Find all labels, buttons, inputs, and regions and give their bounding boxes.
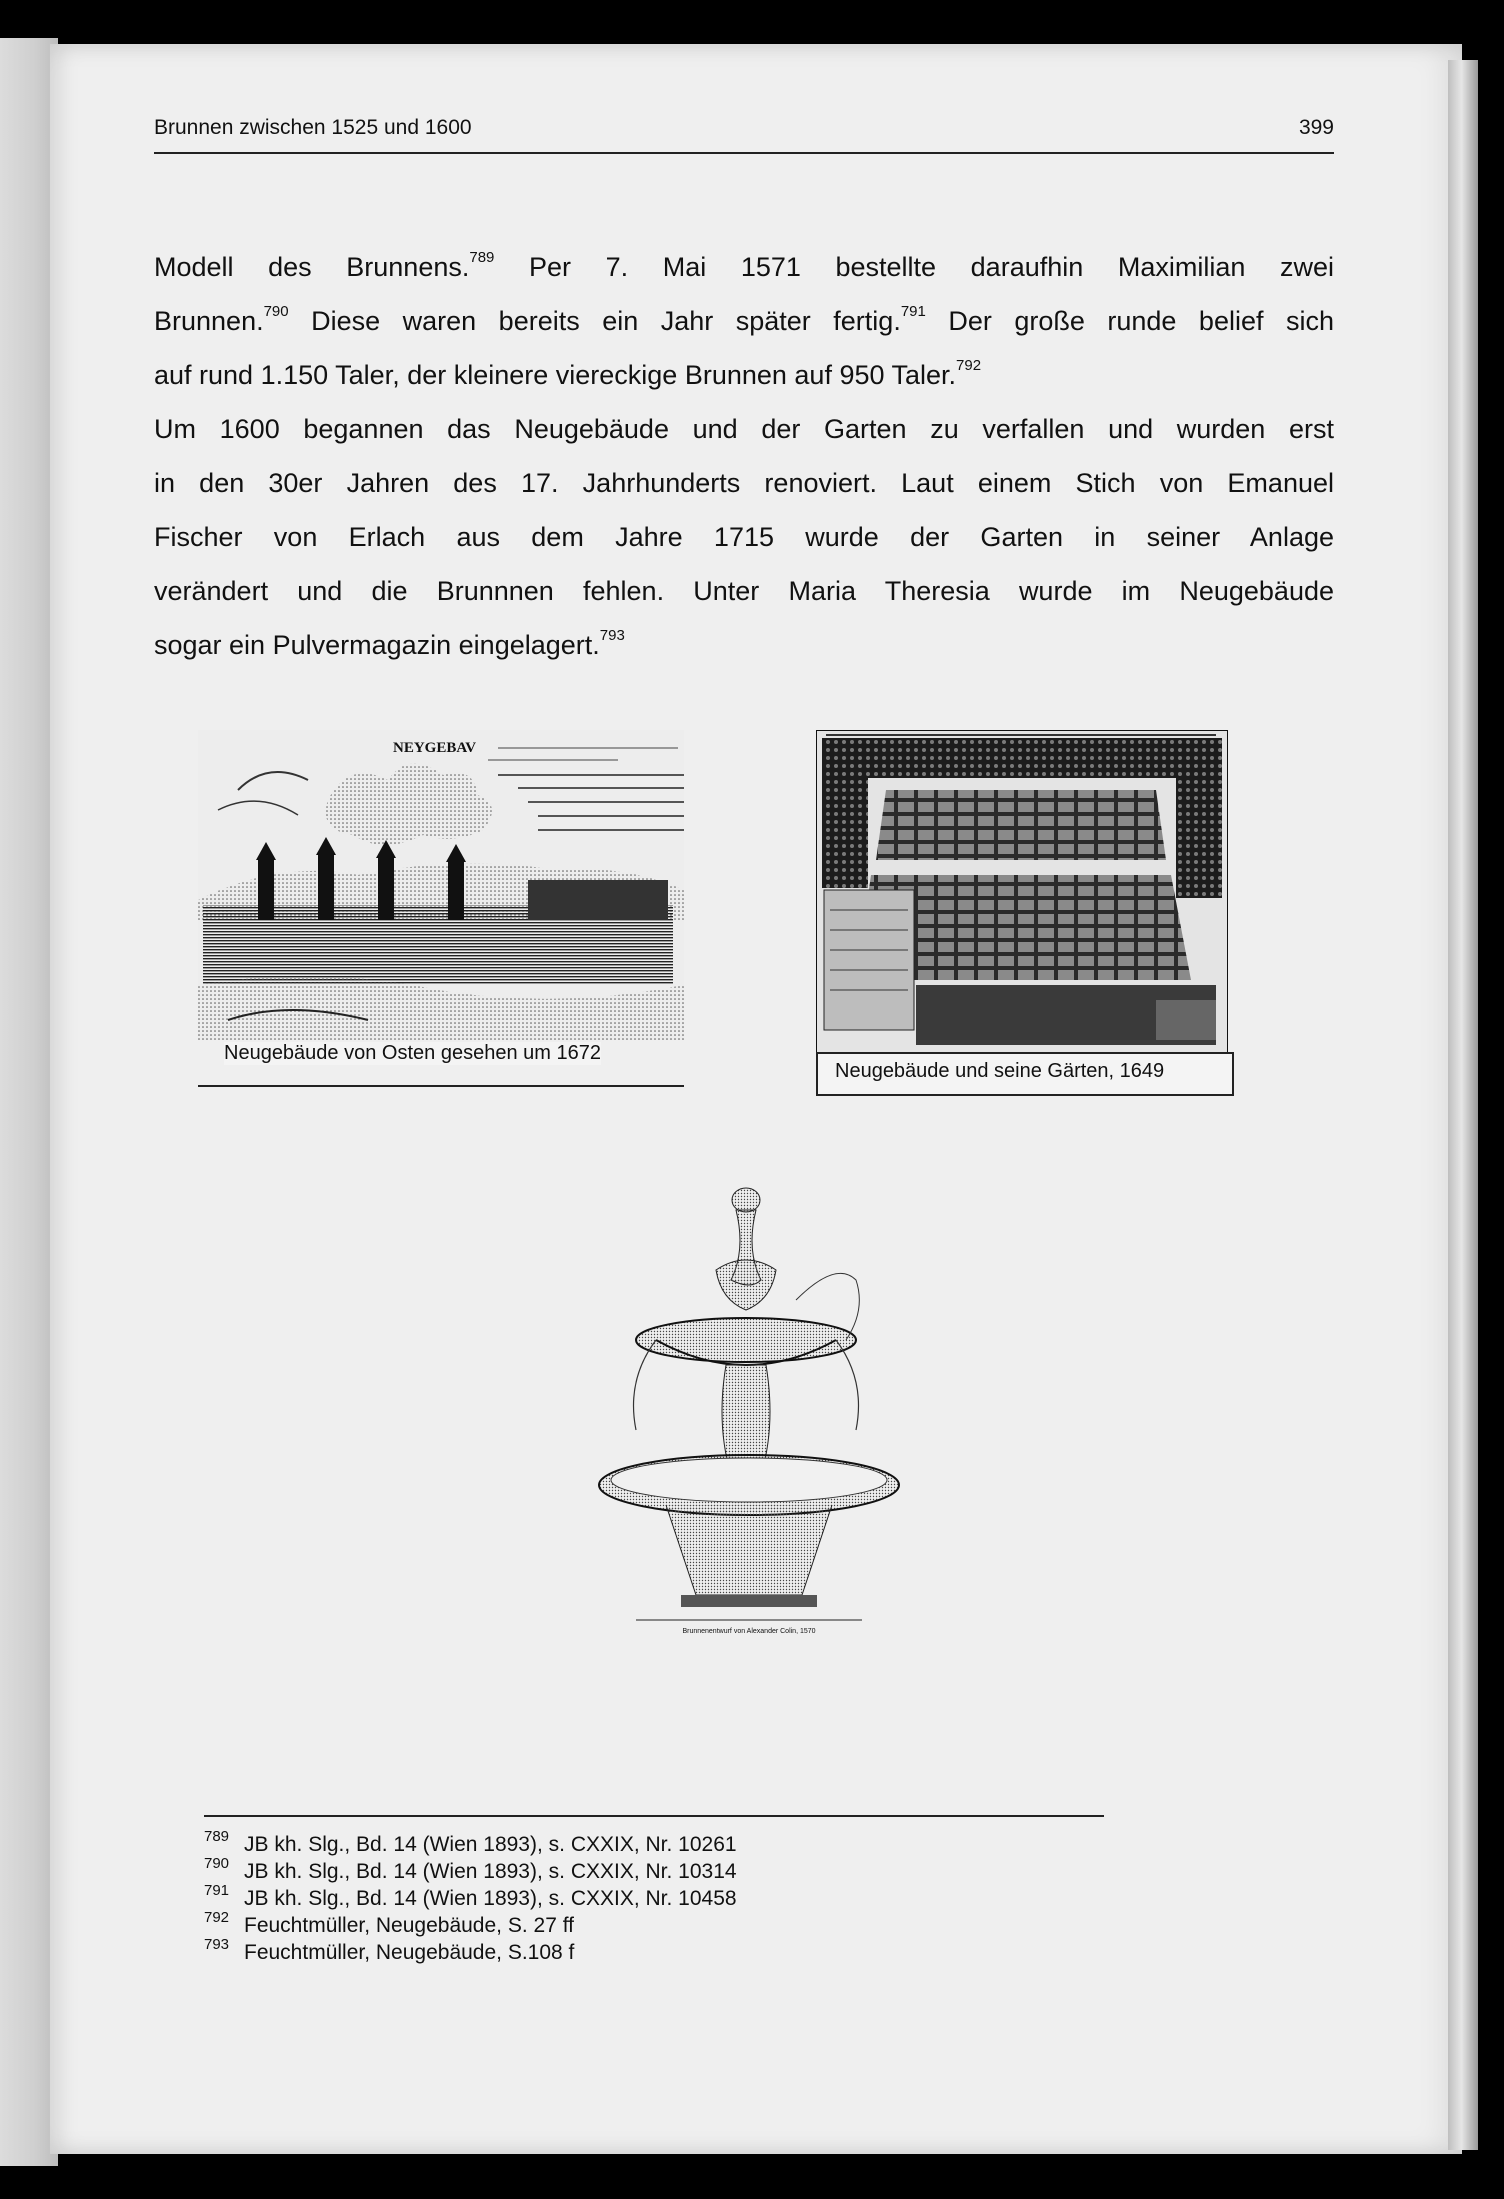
text-line: sogar ein Pulvermagazin eingelagert.$^{793}$	[154, 627, 625, 660]
footnote-789: 789 JB kh. Slg., Bd. 14 (Wien 1893), s. CXXIX, Nr. 10261	[204, 1828, 737, 1856]
text-line: Modell des Brunnens.$^{789}$ Per 7. Mai 1571 bestellte daraufhin Maximilian zwei	[154, 249, 1334, 282]
engraving-east-view	[198, 730, 684, 1064]
footnote-ref[interactable]: 792	[956, 357, 982, 374]
footnote-791: 791 JB kh. Slg., Bd. 14 (Wien 1893), s. CXXIX, Nr. 10458	[204, 1882, 737, 1910]
footnote-ref[interactable]: 793	[599, 627, 625, 644]
text-line: Brunnen.$^{790}$ Diese waren bereits ein Jahr später fertig.$^{791}$ Der große runde belief sich	[154, 303, 1334, 336]
figure-caption: Neugebäude und seine Gärten, 1649	[835, 1060, 1165, 1082]
text-line: Fischer von Erlach aus dem Jahre 1715 wurde der Garten in seiner Anlage	[154, 522, 1334, 552]
body-paragraph	[154, 240, 1334, 672]
running-header	[154, 112, 1334, 154]
text-line: auf rund 1.150 Taler, der kleinere viereckige Brunnen auf 950 Taler.$^{792}$	[154, 357, 982, 390]
gardens-illustration	[816, 730, 1228, 1060]
footnote-ref[interactable]: 791	[900, 303, 926, 320]
engraving-title: NEYGEBAV	[393, 740, 477, 756]
page-stack-edge	[1448, 60, 1478, 2150]
fountain-illustration	[596, 1180, 902, 1640]
engraving-gardens	[816, 730, 1228, 1082]
footnote-793: 793 Feuchtmüller, Neugebäude, S.108 f	[204, 1936, 575, 1964]
text-line: Um 1600 begannen das Neugebäude und der Garten zu verfallen und wurden erst	[154, 414, 1334, 444]
figure-caption: Neugebäude von Osten gesehen um 1672	[224, 1042, 601, 1064]
text-line: verändert und die Brunnnen fehlen. Unter Maria Theresia wurde im Neugebäude	[154, 576, 1334, 606]
footnotes	[204, 1815, 1104, 1966]
fountain-drawing	[596, 1180, 902, 1640]
footnote-790: 790 JB kh. Slg., Bd. 14 (Wien 1893), s. CXXIX, Nr. 10314	[204, 1855, 737, 1883]
text-line: in den 30er Jahren des 17. Jahrhunderts renoviert. Laut einem Stich von Emanuel	[154, 468, 1334, 498]
footnote-792: 792 Feuchtmüller, Neugebäude, S. 27 ff	[204, 1909, 574, 1937]
caption-rule	[198, 1085, 684, 1087]
east-view-illustration	[198, 730, 684, 1040]
fountain-caption: Brunnenentwurf von Alexander Colin, 1570	[682, 1628, 816, 1635]
footnote-ref[interactable]: 790	[263, 303, 289, 320]
page-number: 399	[1298, 116, 1334, 139]
chapter-title: Brunnen zwischen 1525 und 1600	[154, 116, 472, 139]
footnote-ref[interactable]: 789	[469, 249, 495, 266]
